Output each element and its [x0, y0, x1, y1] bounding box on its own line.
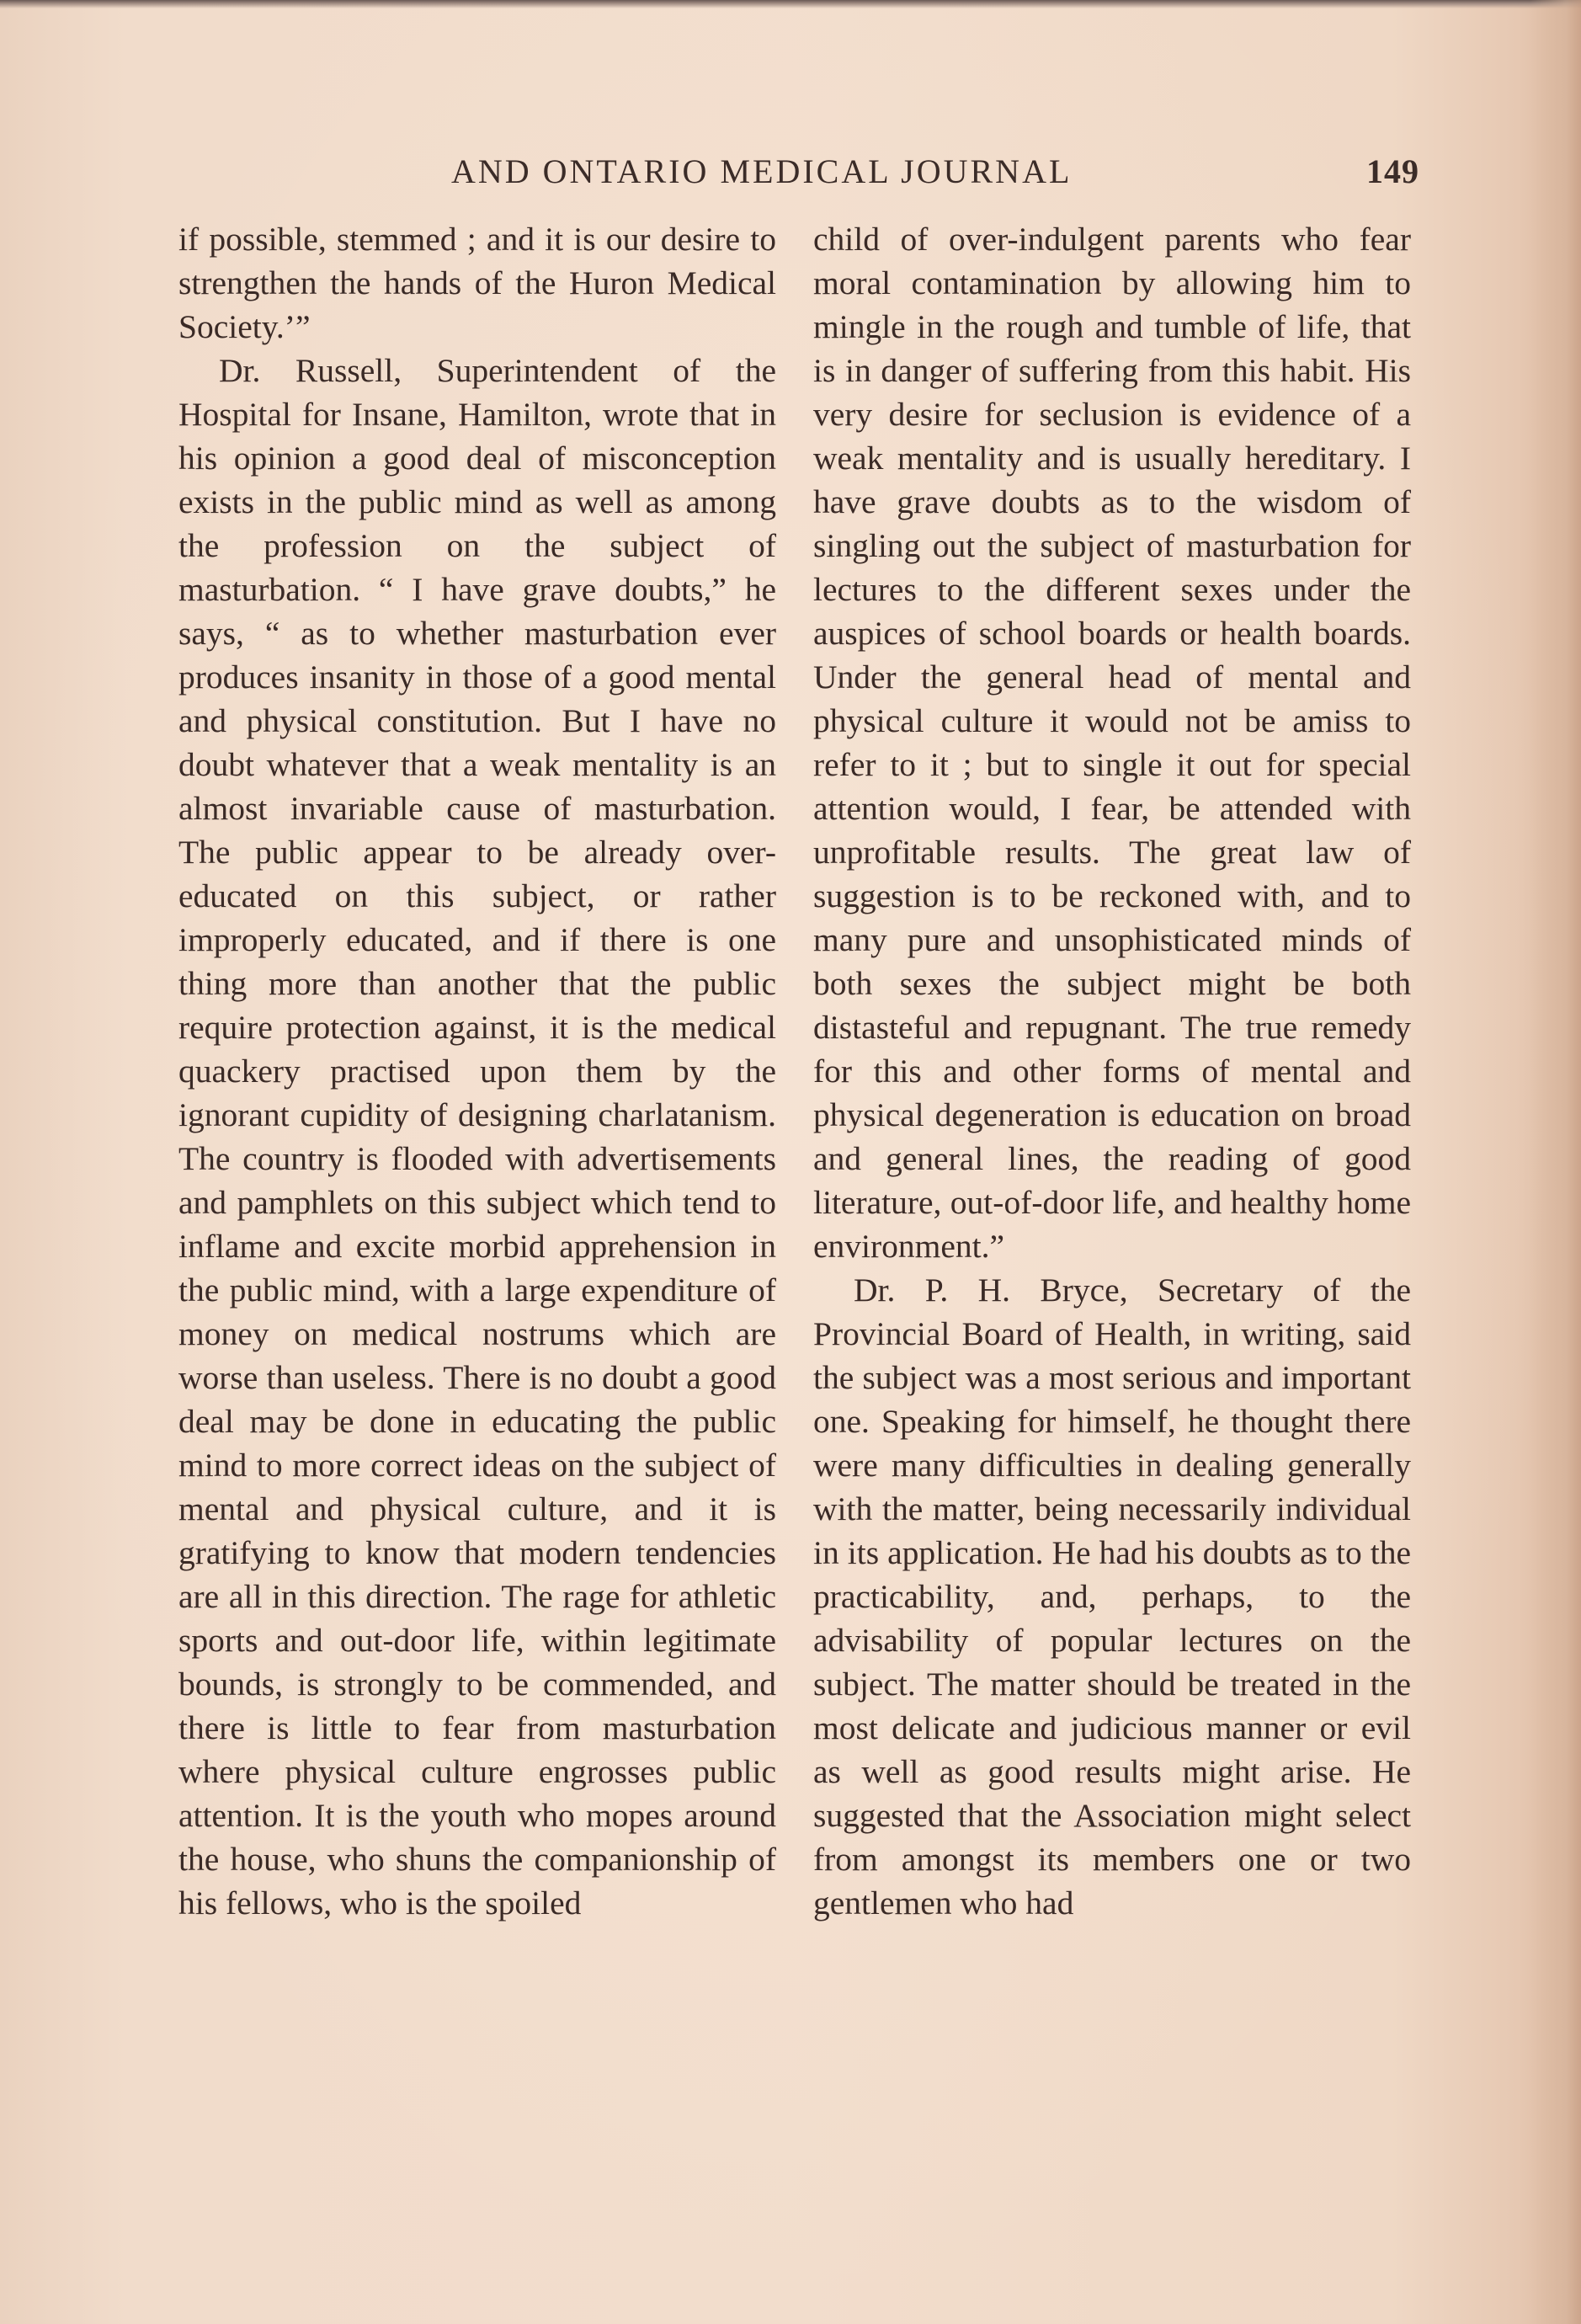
paragraph-continuation: if possible, stemmed ; and it is our desire to strengthen the hands of the Huron Medical Society.’” — [178, 221, 776, 345]
paragraph-russell-continued: child of over-indulgent parents who fear moral contamination by allowing him to mingle in the rough and tumble of life, that is in danger of suffering from this habit. His very desire for seclusion is evidence of a weak mentality and is usually hereditary. I have grave doubts as to the wisdom of singling out the subject of masturbation for lectures to the different sexes under the auspices of school boards or health boards. Under the general head of mental and physical culture it would not be amiss to refer to it ; but to single it out for special attention would, I fear, be attended with unprofitable results. The great law of suggestion is to be reckoned with, and to many pure and unsophisticated minds of both sexes the subject might be both distasteful and repugnant. The true remedy for this and other forms of mental and physical degeneration is education on broad and general lines, the reading of good literature, out-of-door life, and healthy home environment.” — [813, 221, 1411, 1265]
page-top-edge — [0, 0, 1581, 8]
page-header — [451, 152, 1419, 202]
page-number: 149 — [1366, 152, 1419, 190]
right-column — [813, 217, 1411, 1925]
paragraph-dr-russell: Dr. Russell, Superintendent of the Hospital for Insane, Hamilton, wrote that in his opinion a good deal of misconception exists in the public mind as well as among the profession on the subject of masturbation. “ I have grave doubts,” he says, “ as to whether masturbation ever produces insanity in those of a good mental and physical constitution. But I have no doubt whatever that a weak mentality is an almost invariable cause of masturbation. The public appear to be already over-educated on this subject, or rather improperly educated, and if there is one thing more than another that the public require protection against, it is the medical quackery practised upon them by the ignorant cupidity of designing charlatanism. The country is flooded with advertisements and pamphlets on this subject which tend to inflame and excite morbid apprehension in the public mind, with a large expenditure of money on medical nostrums which are worse than useless. There is no doubt a good deal may be done in educating the public mind to more correct ideas on the subject of mental and physical culture, and it is gratifying to know that modern tendencies are all in this direction. The rage for athletic sports and out-door life, within legitimate bounds, is strongly to be commended, and there is little to fear from masturbation where physical culture engrosses public attention. It is the youth who mopes around the house, who shuns the companionship of his fellows, who is the spoiled — [178, 352, 776, 1922]
running-head: AND ONTARIO MEDICAL JOURNAL — [451, 152, 1073, 190]
page-right-edge-shadow — [1530, 0, 1581, 2324]
left-column — [178, 217, 776, 1925]
paragraph-dr-bryce: Dr. P. H. Bryce, Secretary of the Provincial Board of Health, in writing, said the subject was a most serious and important one. Speaking for himself, he thought there were many difficulties in dealing generally with the matter, being necessarily individual in its application. He had his doubts as to the practicability, and, perhaps, to the advisability of popular lectures on the subject. The matter should be treated in the most delicate and judicious manner or evil as well as good results might arise. He suggested that the Association might select from amongst its members one or two gentlemen who had — [813, 1271, 1411, 1922]
